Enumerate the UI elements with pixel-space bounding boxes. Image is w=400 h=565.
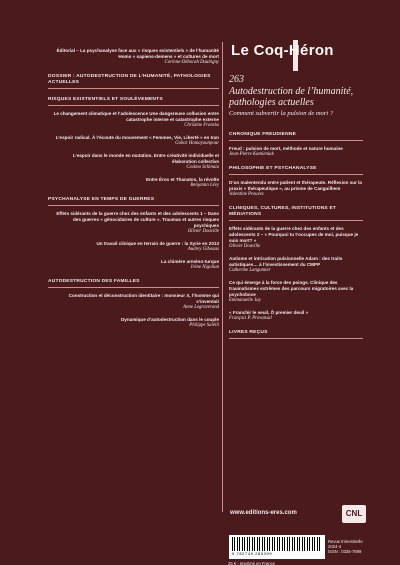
section-header: PSYCHANALYSE EN TEMPS DE GUERRES: [48, 197, 219, 206]
column-divider: [222, 42, 223, 512]
item-title: Effets sidérants de la guerre chez des enfants et des adolescents 1 – Dans des guerres « génocidaires de culture ». Traumas et autres risques psychiques: [56, 211, 219, 228]
list-item: [48, 211, 219, 235]
item-author: Jean-Pierre Kamieniak: [229, 152, 274, 157]
period-label: 2024-4: [328, 544, 342, 549]
list-item: [48, 177, 219, 189]
website-link[interactable]: www.editions-eres.com: [230, 510, 297, 516]
section-header: PHILOSOPHIE ET PSYCHANALYSE: [229, 166, 363, 175]
footer: [228, 505, 373, 565]
list-item: [48, 293, 219, 311]
item-title: Autisme et intrication pulsionnelle Adam : des traits autistiques… à l’investissement du CMPP: [229, 256, 343, 267]
section-cliniques: [229, 206, 363, 322]
cnl-logo: CNL: [342, 505, 366, 523]
right-column: [229, 40, 363, 347]
section-guerres: [48, 197, 219, 271]
left-column: [48, 48, 219, 337]
item-title: Entre Éros et Thanatos, la révolte: [145, 177, 219, 182]
section-header: LIVRES REÇUS: [229, 330, 363, 339]
price-imprint: 25 € - Imprimé en France: [228, 561, 276, 565]
section-livres: [229, 330, 363, 339]
list-item: [229, 280, 363, 304]
barcode-number: 9 782749 285399: [232, 551, 273, 556]
list-item: [229, 226, 363, 250]
item-author: Olivier Douville: [229, 244, 261, 249]
editorial-entry: [48, 48, 219, 66]
item-author: Christine Francks: [184, 123, 219, 128]
journal-title: Le Coq-Héron: [231, 42, 334, 59]
item-title: L’espoir dans le monde en mutation. Entre créativité individuelle et élaboration collective: [72, 153, 219, 164]
list-item: [229, 310, 363, 322]
item-author: Catherine Langumier: [229, 268, 271, 273]
item-author: Philippe Salelli: [189, 323, 219, 328]
section-header: AUTODESTRUCTION DES FAMILLES: [48, 279, 219, 288]
item-title: Ce qui émerge à la force des poings. Clinique des traumatismes extrêmes des parcours migratoires avec la psychoboxe: [229, 280, 354, 297]
item-author: Anne Legraverand: [183, 305, 219, 310]
list-item: [229, 146, 363, 158]
issue-subject: Autodestruction de l’humanité, pathologies actuelles: [229, 86, 354, 108]
item-author: Gohar Homayounpour: [175, 141, 219, 146]
item-title: Freud : pulsion de mort, méthode et nature humaine: [229, 146, 343, 151]
list-item: [48, 135, 219, 147]
item-title: L’espoir radical. À l’écoute du mouvement « Femmes, Vie, Liberté » en Iran: [55, 135, 219, 140]
item-author: Benjamin Lévy: [190, 183, 219, 188]
item-author: Valentine Prouvez: [229, 192, 264, 197]
issue-subtitle: Comment subvertir la pulsion de mort ?: [229, 110, 333, 117]
editorial: [48, 48, 219, 66]
list-item: [229, 256, 363, 274]
editorial-author: Corinne-Déborah Daubigny: [164, 60, 219, 65]
section-philosophie: [229, 166, 363, 198]
list-item: [229, 180, 363, 198]
section-header: CHRONIQUE FREUDIENNE: [229, 132, 363, 141]
section-chronique: [229, 132, 363, 158]
item-title: D’un malentendu entre patient et thérapeute. Réflexion sur la praxis « thérapeutique », au prisme de Canguilhem: [229, 180, 362, 191]
item-author: Olivier Douville: [187, 229, 219, 234]
editorial-title: Éditorial – La psychanalyse face aux « risques existentiels » de l’humanité Homo « sapiens-demens » et cultures de mort: [56, 48, 219, 59]
section-header: RISQUES EXISTENTIELS ET SOULÈVEMENTS: [48, 97, 219, 106]
journal-logo: [229, 40, 363, 68]
item-title: Construction et déconstruction identitaire : monsieur X, l’homme qui s’inventait: [68, 293, 219, 304]
item-title: « Franchir le seuil, Ô premier deuil »: [229, 310, 309, 315]
issue-number: 263: [229, 74, 244, 85]
section-risques: [48, 97, 219, 189]
item-author: Cosimo Schinaia: [186, 165, 219, 170]
section-familles: [48, 279, 219, 329]
barcode: [229, 535, 325, 559]
revue-label: Revue trimestrielle: [328, 539, 363, 544]
item-title: Un travail clinique en terrain de guerre : la Syrie en 2013: [96, 241, 219, 246]
dossier: [48, 74, 219, 89]
item-title: Effets sidérants de la guerre chez des enfants et des adolescents 2 – « Pourquoi tu t’occupes de moi, puisque je suis mort? »: [229, 226, 359, 243]
item-title: Dynamique d’autodestruction dans le couple: [120, 317, 219, 322]
list-item: [48, 259, 219, 271]
list-item: [48, 317, 219, 329]
issn-label: ISSN : 0335-7899: [328, 549, 362, 554]
item-author: Audrey Gibeaux: [187, 247, 219, 252]
item-author: Emmanuelle Jay: [229, 298, 261, 303]
item-title: La chimère arméno-turque: [161, 259, 219, 264]
list-item: [48, 241, 219, 253]
publication-info: [328, 539, 378, 554]
barcode-lines: [232, 537, 322, 551]
item-title: Le changement climatique et l’adolescence Une dangereuse collusion entre catastrophe interne et catastrophe externe: [53, 111, 219, 122]
item-author: Irène Nigolian: [190, 265, 219, 270]
section-header: CLINIQUES, CULTURES, INSTITUTIONS ET MÉDIATIONS: [229, 206, 363, 221]
list-item: [48, 153, 219, 171]
item-author: François P. Provansal: [229, 316, 272, 321]
dossier-title: DOSSIER : AUTODESTRUCTION DE L’HUMANITÉ, PATHOLOGIES ACTUELLES: [48, 74, 219, 89]
list-item: [48, 111, 219, 129]
